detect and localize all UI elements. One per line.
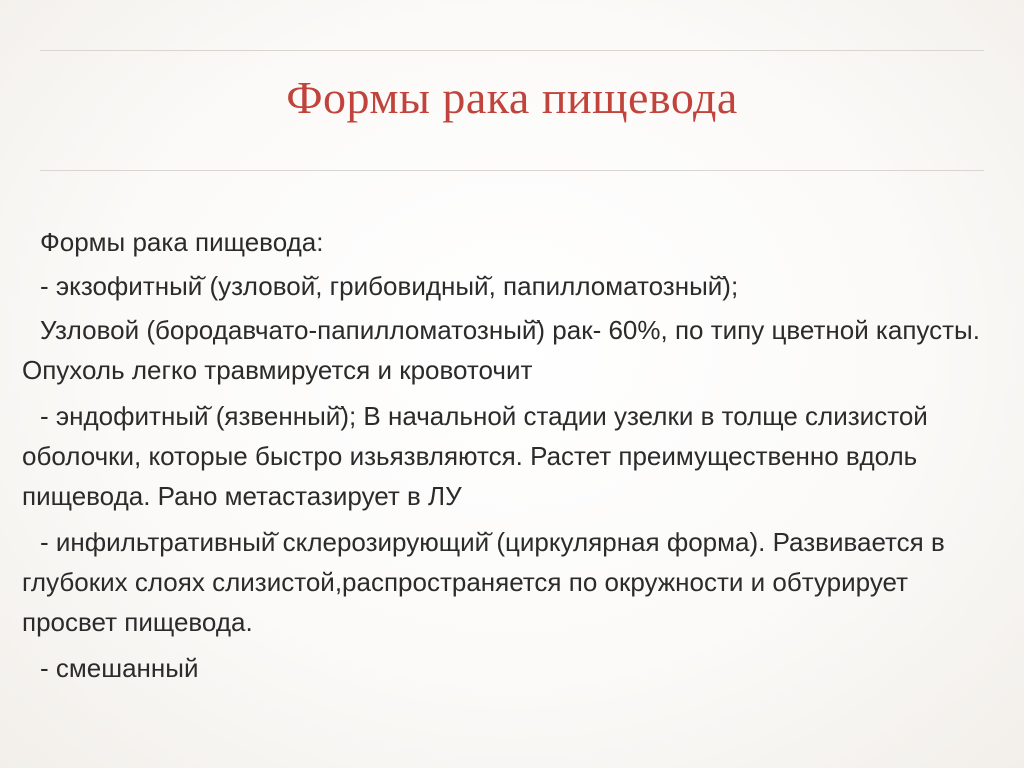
- slide-title: Формы рака пищевода: [286, 72, 738, 123]
- top-divider: [40, 50, 984, 51]
- body-paragraph-heading: Формы рака пищевода:: [40, 227, 324, 257]
- body-paragraph-infiltrative: - инфильтративный̆ склерозирующий̆ (циркулярная форма). Развивается в глубоких слоях слизистой,распространяется по окружности и обтурирует просвет пищевода.: [22, 527, 945, 637]
- bottom-divider: [40, 170, 984, 171]
- body-paragraph-nodular: Узловой (бородавчато-папилломатозный̆) рак- 60%, по типу цветной капусты. Опухоль легко травмируется и кровоточит: [22, 315, 980, 385]
- body-paragraph-exophytic: - экзофитный̆ (узловой̆, грибовидный̆, папилломатозный̆);: [40, 271, 739, 301]
- slide-body: [22, 222, 982, 688]
- body-paragraph-mixed: - смешанный: [40, 653, 199, 683]
- body-paragraph-endophytic: - эндофитный̆ (язвенный̆); В начальной стадии узелки в толще слизистой оболочки, которые быстро изьязвляются. Растет преимущественно вдоль пищевода. Рано метастазирует в ЛУ: [22, 401, 928, 511]
